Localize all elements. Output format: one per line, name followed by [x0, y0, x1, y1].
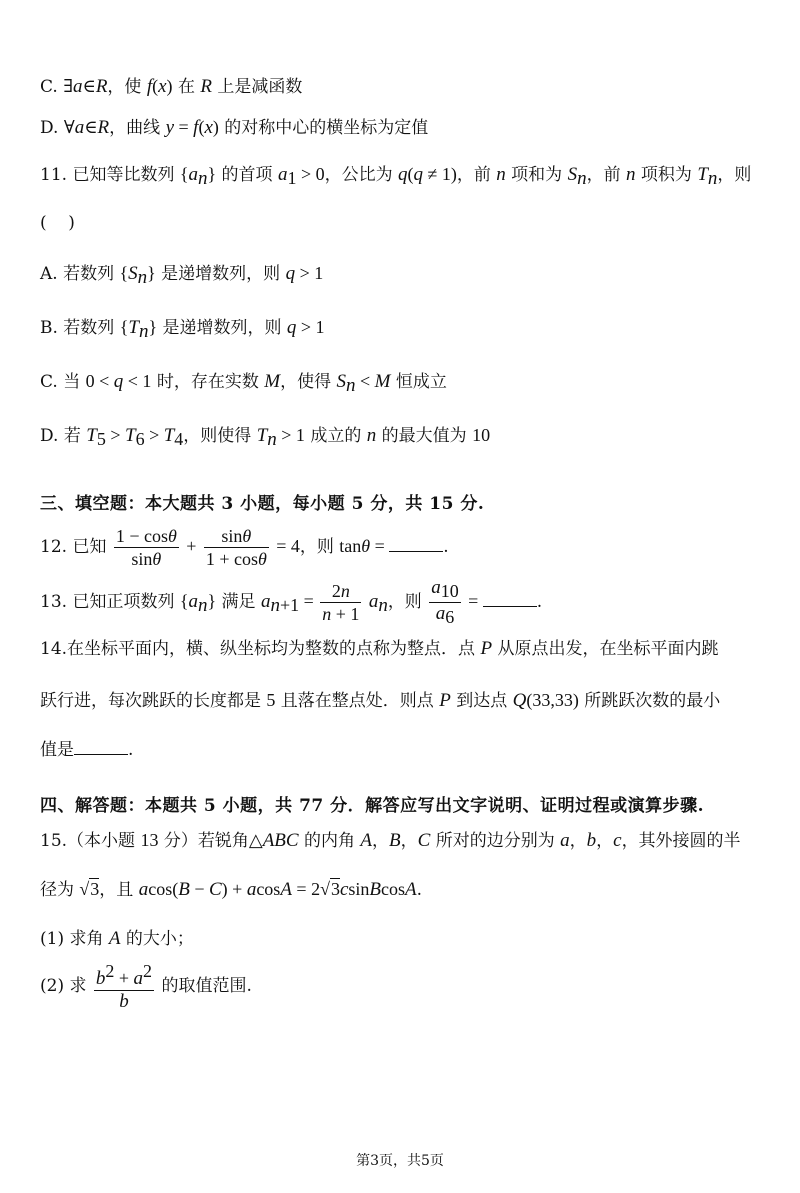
q14-line-1: 14.在坐标平面内，横、纵坐标均为整数的点称为整点．点 P 从原点出发，在坐标平面内跳: [40, 638, 719, 659]
q11-answer-bracket: ( ): [40, 213, 75, 233]
q14-line-3: 值是 .: [40, 740, 134, 760]
q11-option-d: D. 若 $T_5 > T_6 > T_4$，则使得 $T_n > 1$ 成立的 n 的最大值为 10: [40, 425, 491, 450]
q14-line-2: 跃行进，每次跳跃的长度都是 5 且落在整点处．则点 P 到达点 Q(33,33) 所跳跃次数的最小: [40, 690, 721, 711]
q15-part-2: (2) 求 $\frac{b^2 + a^2}{b}$ 的取值范围.: [40, 961, 252, 1012]
q11-option-c: C. 当 0 < q < 1 时，存在实数 M，使得 $S_n < M$ 恒成立: [40, 371, 447, 396]
q15-line-1: 15.（本小题 13 分）若锐角△ABC 的内角 A，B，C 所对的边分别为 a，b，c，其外接圆的半: [40, 830, 741, 851]
q10-option-c: C. ∃a∈R，使 f(x) 在 R 上是减函数: [40, 76, 303, 97]
q11-option-a: A. 若数列 $\{S_n\}$ 是递增数列，则 q > 1: [40, 263, 324, 288]
q13: 13. 已知正项数列 $\{a_n\}$ 满足 $a_{n+1}$ = $\frac{2n}{n + 1}$ $a_n$，则 $\frac{a_{10}}{a_6}$ = .: [40, 577, 543, 627]
q11-stem: 11. 已知等比数列 $\{a_n\}$ 的首项 $a_1 > 0$，公比为 q(q ≠ 1)，前 n 项和为 $S_n$，前 n 项积为 $T_n$，则: [40, 164, 752, 189]
section-4-title: 四、解答题：本题共 5 小题，共 77 分．解答应写出文字说明、证明过程或演算步骤.: [40, 796, 705, 816]
q15-part-1: (1) 求角 A 的大小；: [40, 928, 194, 949]
q11-option-b: B. 若数列 $\{T_n\}$ 是递增数列，则 q > 1: [40, 317, 325, 342]
q15-line-2: 径为 √3，且 acos(B − C) + acosA = 2√3csinBcosA.: [40, 879, 423, 900]
page-footer: 第3页，共5页: [356, 1153, 444, 1169]
section-3-title: 三、填空题：本大题共 3 小题，每小题 5 分，共 15 分.: [40, 494, 485, 514]
q10-option-d: D. ∀a∈R，曲线 y = f(x) 的对称中心的横坐标为定值: [40, 117, 429, 138]
q12: 12. 已知 $\frac{1 - \cos\theta}{\sin\theta}$ + $\frac{\sin\theta}{1 + \cos\theta}$ = 4，则 tanθ = .: [40, 526, 449, 569]
